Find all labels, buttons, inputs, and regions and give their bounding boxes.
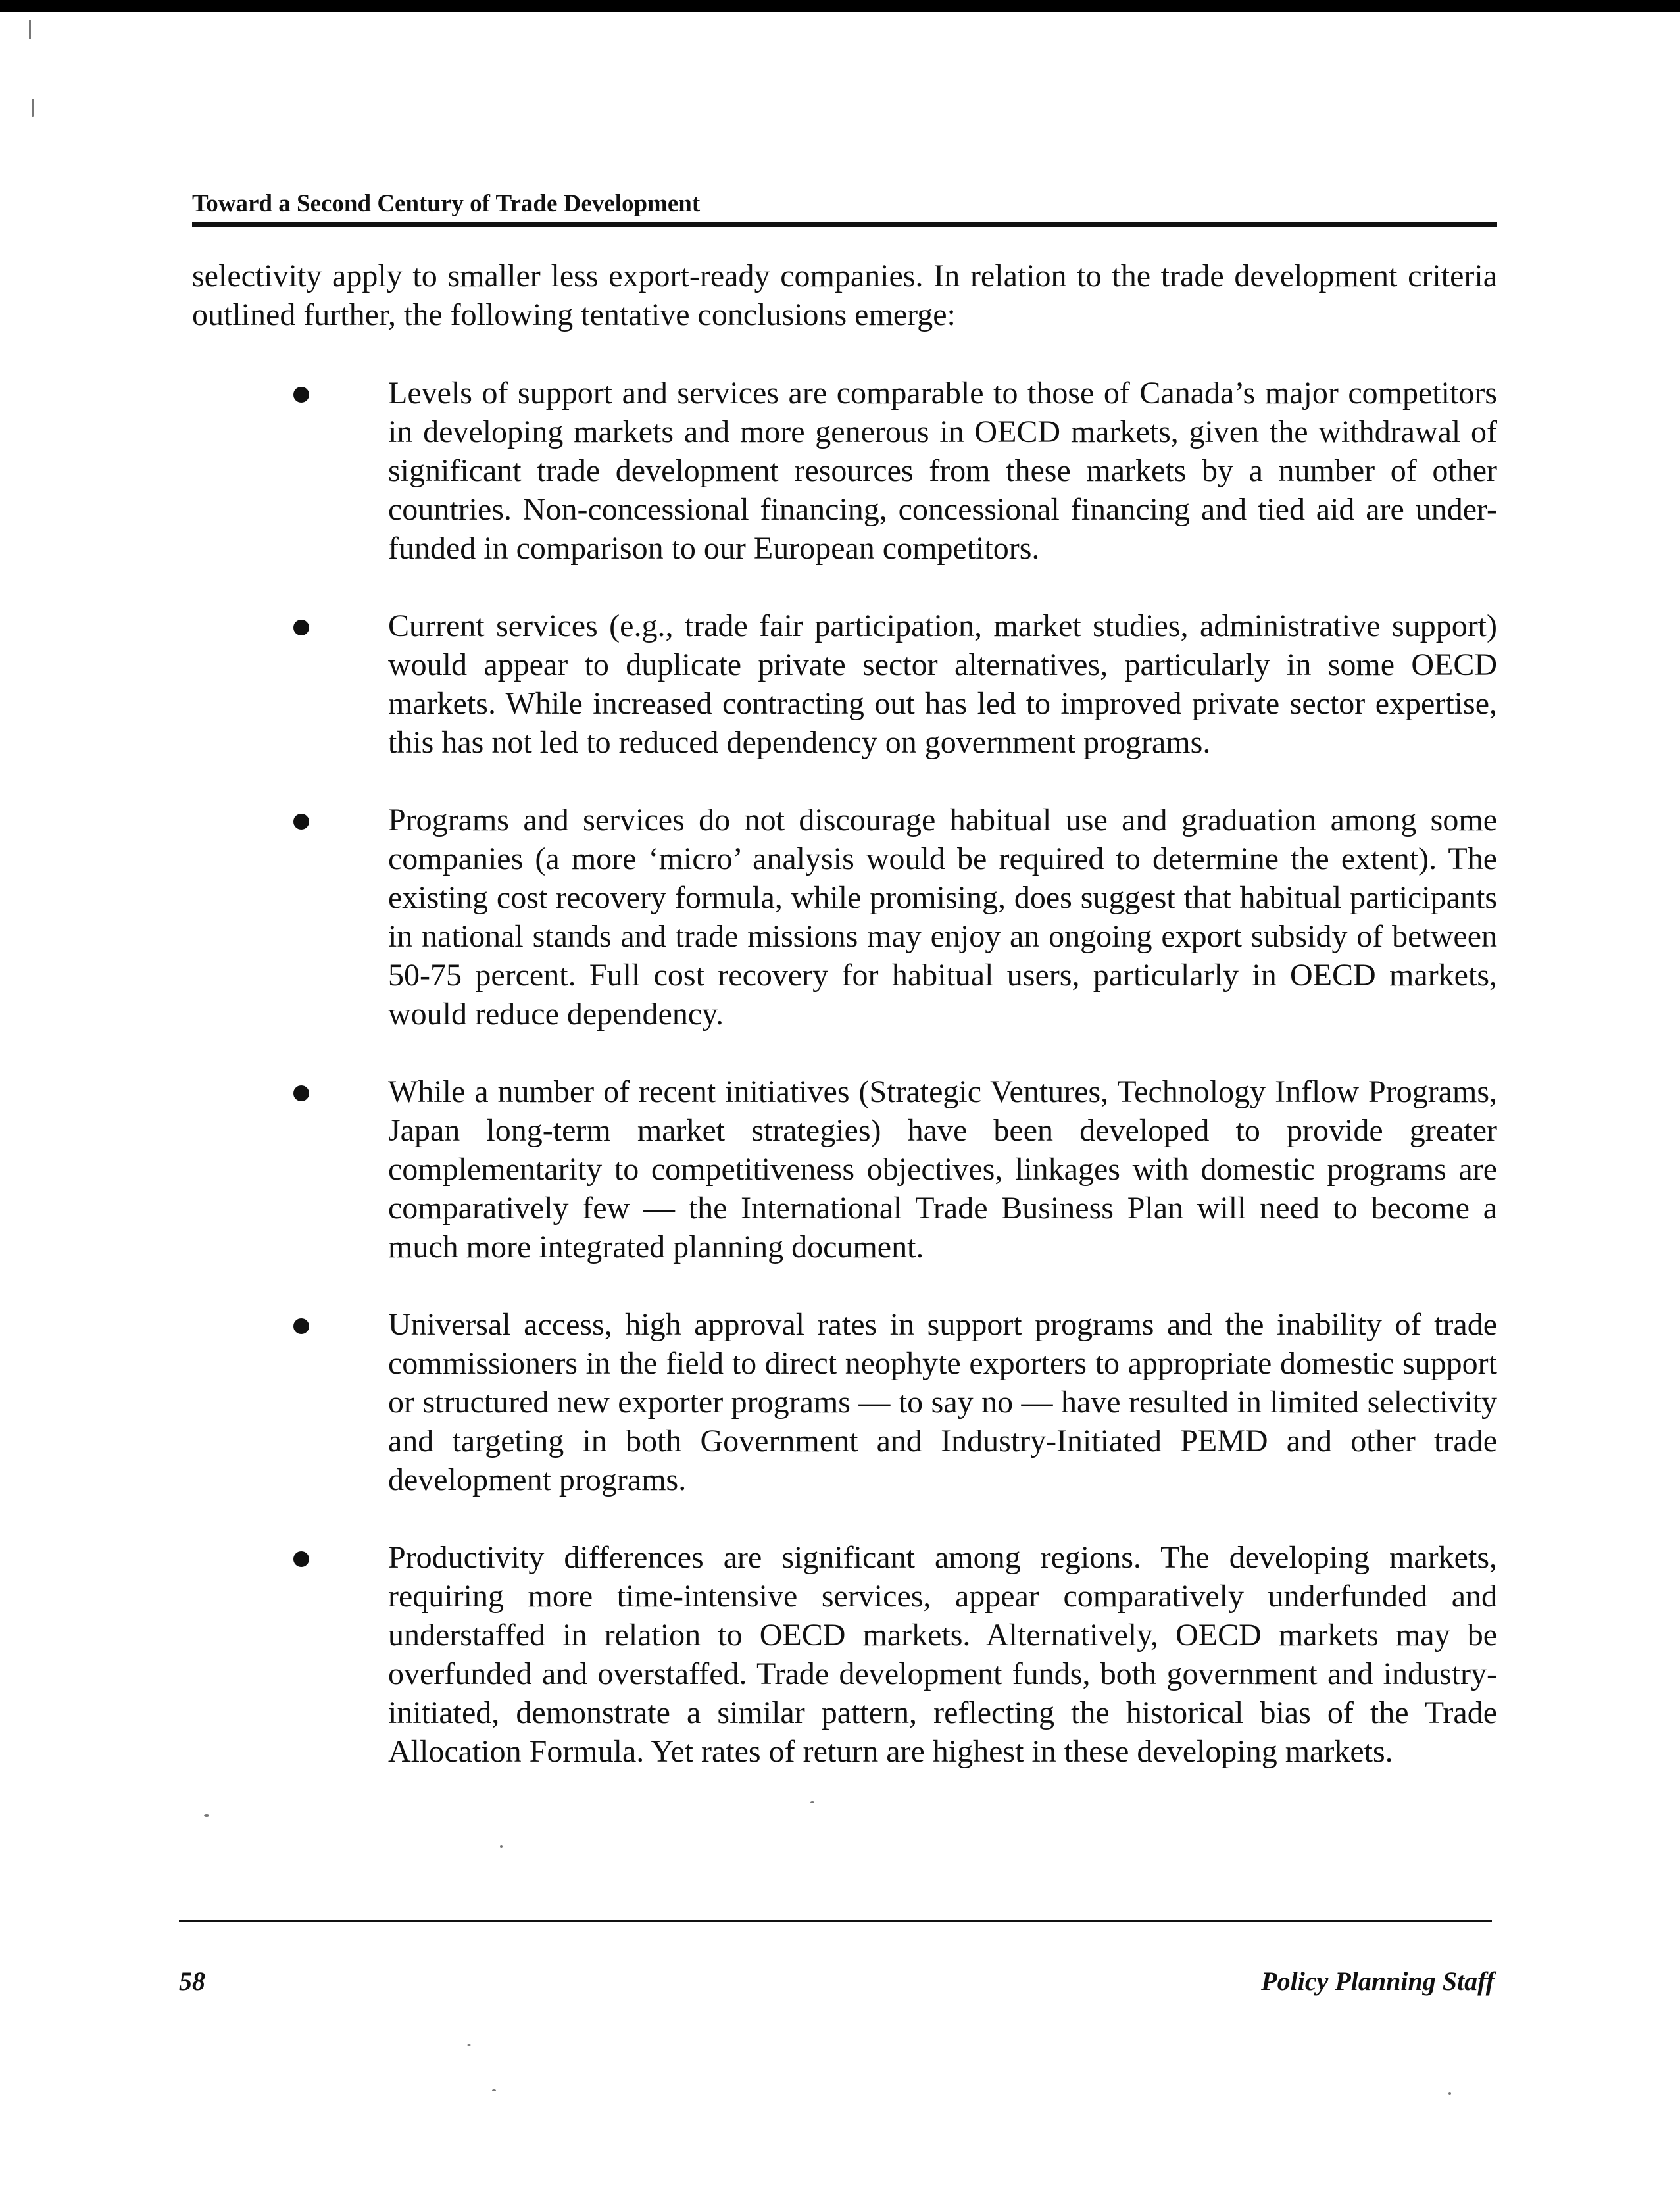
scan-speck: [29, 20, 31, 39]
list-item-text: While a number of recent initiatives (Strategic Ventures, Technology Inflow Programs, Japan long-term market strategies) have been developed to provide greater complementarity to competitiveness objectives, linkages with domestic programs are comparatively few — the International Trade Business Plan will need to become a much more integrated planning document.: [388, 1074, 1497, 1264]
list-item: [283, 1305, 1497, 1499]
list-item-text: Current services (e.g., trade fair participation, market studies, administrative support) would appear to duplicate private sector alternatives, particularly in some OECD markets. While increased contracting out has led to improved private sector expertise, this has not led to reduced dependency on government programs.: [388, 609, 1497, 760]
scan-top-edge: [0, 0, 1680, 12]
footer-rule: [179, 1920, 1492, 1922]
list-item-text: Programs and services do not discourage habitual use and graduation among some companies (a more ‘micro’ analysis would be required to determine the extent). The existing cost recovery formula, while promising, does suggest that habitual participants in national stands and trade missions may enjoy an ongoing export subsidy of between 50-75 percent. Full cost recovery for habitual users, particularly in OECD markets, would reduce dependency.: [388, 803, 1497, 1032]
scan-speck: [204, 1814, 209, 1817]
list-item: [283, 607, 1497, 762]
list-item: [283, 1538, 1497, 1771]
scan-speck: [810, 1801, 814, 1803]
running-head: Toward a Second Century of Trade Development: [192, 190, 701, 217]
page-number: 58: [179, 1966, 205, 1996]
conclusions-list: [283, 374, 1497, 1810]
bullet-icon: [293, 1085, 309, 1101]
list-item: [283, 1072, 1497, 1266]
bullet-icon: [293, 1318, 309, 1334]
scan-speck: [492, 2089, 496, 2091]
header-rule: [192, 222, 1497, 227]
list-item: [283, 801, 1497, 1033]
list-item-text: Universal access, high approval rates in support programs and the inability of trade commissioners in the field to direct neophyte exporters to appropriate domestic support or structured new exporter programs — to say no — have resulted in limited selectivity and targeting in both Government and Industry-Initiated PEMD and other trade development programs.: [388, 1307, 1497, 1497]
list-item-text: Levels of support and services are comparable to those of Canada’s major competitors in developing markets and more generous in OECD markets, given the withdrawal of significant trade development resources from these markets by a number of other countries. Non-concessional financing, concessional financing and tied aid are under-funded in comparison to our European competitors.: [388, 376, 1497, 566]
bullet-icon: [293, 814, 309, 830]
scan-speck: [500, 1845, 503, 1848]
bullet-icon: [293, 387, 309, 403]
list-item-text: Productivity differences are significant among regions. The developing markets, requiring more time-intensive services, appear comparatively underfunded and understaffed in relation to OECD markets. Alternatively, OECD markets may be overfunded and overstaffed. Trade development funds, both government and industry-initiated, demonstrate a similar pattern, reflecting the historical bias of the Trade Allocation Formula. Yet rates of return are highest in these developing markets.: [388, 1540, 1497, 1769]
scan-speck: [32, 99, 34, 117]
scan-speck: [467, 2044, 471, 2046]
intro-paragraph: selectivity apply to smaller less export-ready companies. In relation to the trade development criteria outlined further, the following tentative conclusions emerge:: [192, 259, 1497, 332]
scan-speck: [1448, 2092, 1451, 2095]
bullet-icon: [293, 620, 309, 635]
page-header: [192, 189, 1497, 227]
footer-organization: Policy Planning Staff: [1261, 1966, 1495, 1996]
list-item: [283, 374, 1497, 568]
bullet-icon: [293, 1551, 309, 1567]
